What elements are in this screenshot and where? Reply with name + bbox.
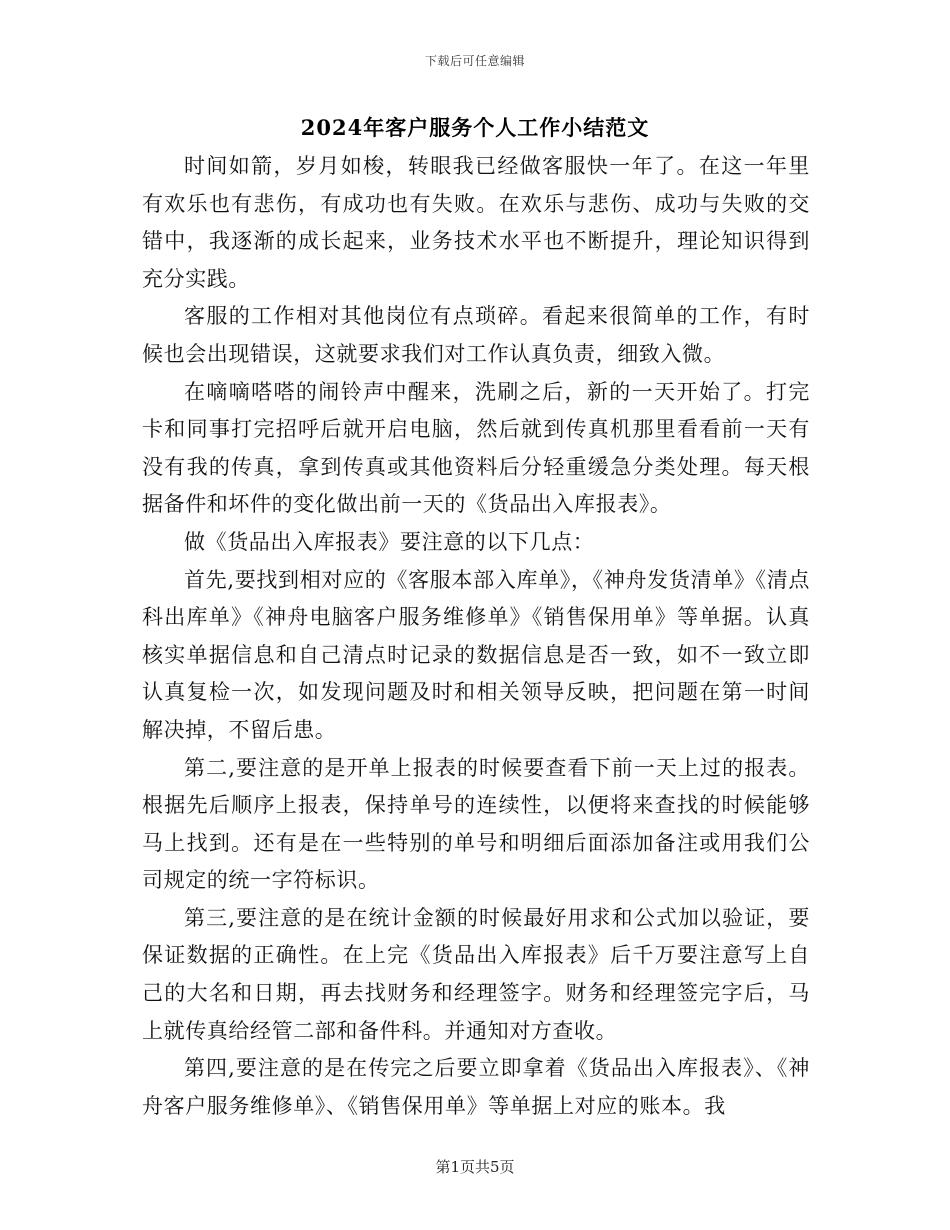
header-note: 下载后可任意编辑 bbox=[424, 54, 525, 68]
paragraph: 时间如箭，岁月如梭，转眼我已经做客服快一年了。在这一年里有欢乐也有悲伤，有成功也有失败。在欢乐与悲伤、成功与失败的交错中，我逐渐的成长起来，业务技术水平也不断提升，理论知识得到充分实践。 bbox=[142, 154, 810, 291]
paragraph: 第二,要注意的是开单上报表的时候要查看下前一天上过的报表。根据先后顺序上报表，保持单号的连续性，以便将来查找的时候能够马上找到。还有是在一些特别的单号和明细后面添加备注或用我们公司规定的统一字符标识。 bbox=[142, 755, 810, 893]
paragraph: 在嘀嘀嗒嗒的闹铃声中醒来，洗刷之后，新的一天开始了。打完卡和同事打完招呼后就开启电脑，然后就到传真机那里看看前一天有没有我的传真，拿到传真或其他资料后分轻重缓急分类处理。每天根据备件和坏件的变化做出前一天的《货品出入库报表》。 bbox=[142, 379, 810, 517]
paragraph: 第三,要注意的是在统计金额的时候最好用求和公式加以验证，要保证数据的正确性。在上完《货品出入库报表》后千万要注意写上自己的大名和日期，再去找财务和经理签字。财务和经理签完字后，马上就传真给经管二部和备件科。并通知对方查收。 bbox=[142, 905, 810, 1043]
paragraph: 做《货品出入库报表》要注意的以下几点： bbox=[184, 529, 595, 554]
page-number-footer: 第1页共5页 bbox=[435, 1158, 515, 1176]
document-title: 2024年客户服务个人工作小结范文 bbox=[300, 115, 650, 140]
paragraph: 第四,要注意的是在传完之后要立即拿着《货品出入库报表》、《神舟客户服务维修单》、《销售保用单》等单据上对应的账本。我 bbox=[142, 1056, 810, 1118]
document-body bbox=[142, 148, 810, 1125]
paragraph: 客服的工作相对其他岗位有点琐碎。看起来很简单的工作，有时候也会出现错误，这就要求我们对工作认真负责，细致入微。 bbox=[142, 304, 810, 366]
paragraph: 首先,要找到相对应的《客服本部入库单》，《神舟发货清单》《清点科出库单》《神舟电脑客户服务维修单》《销售保用单》等单据。认真核实单据信息和自己清点时记录的数据信息是否一致，如不一致立即认真复检一次，如发现问题及时和相关领导反映，把问题在第一时间解决掉，不留后患。 bbox=[142, 567, 810, 742]
